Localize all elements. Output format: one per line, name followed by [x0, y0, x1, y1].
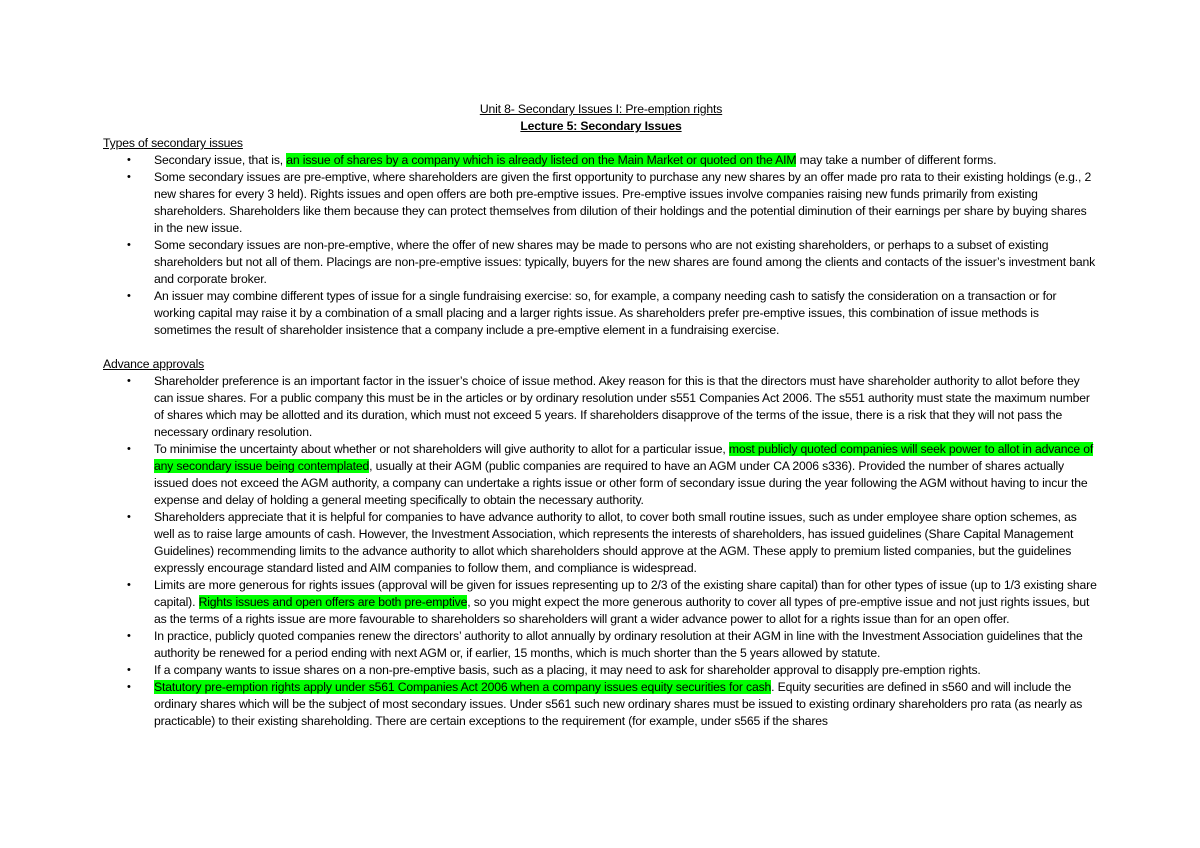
section-heading-types: Types of secondary issues — [103, 136, 243, 150]
list-item — [103, 509, 1099, 577]
highlighted-text: Rights issues and open offers are both pre-emptive — [198, 595, 468, 609]
item-text: An issuer may combine different types of issue for a single fundraising exercise: so, for example, a company needing cash to satisfy the consideration on a transaction or for working capital may raise it by a combination of a small placing and a larger rights issue. As shareholders prefer pre-emptive issues, this combination of issue methods is sometimes the result of shareholder insistence that a company include a pre-emptive element in a fundraising exercise. — [154, 289, 1057, 337]
bullet-icon: • — [127, 154, 131, 166]
bullet-icon: • — [127, 681, 131, 693]
bullet-icon: • — [127, 443, 131, 455]
item-text: Some secondary issues are non-pre-emptive, where the offer of new shares may be made to persons who are not existing shareholders, or perhaps to a subset of existing shareholders but not all of them. Placings are non-pre-emptive issues: typically, buyers for the new shares are found among the clients and contacts of the issuer’s investment bank and corporate broker. — [154, 238, 1096, 286]
section-heading-advance-approvals: Advance approvals — [103, 357, 205, 371]
list-item — [103, 373, 1099, 441]
list-item — [103, 679, 1099, 730]
list-item — [103, 152, 1099, 169]
paragraph-gap — [103, 339, 1099, 356]
lecture-title: Lecture 5: Secondary Issues — [520, 119, 682, 133]
list-item — [103, 288, 1099, 339]
item-text: To minimise the uncertainty about whether or not shareholders will give authority to allot for a particular issue, — [154, 442, 729, 456]
bullet-icon: • — [127, 579, 131, 591]
list-item — [103, 662, 1099, 679]
list-item — [103, 577, 1099, 628]
highlighted-text: most publicly quoted companies will seek power to allot in advance of any secondary issue being contemplated — [154, 442, 1094, 473]
item-text: Some secondary issues are pre-emptive, where shareholders are given the first opportunity to purchase any new shares by an offer made pro rata to their existing holdings (e.g., 2 new shares for every 3 held). Rights issues and open offers are both pre-emptive issues. Pre-emptive issues involve companies raising new funds primarily from existing shareholders. Shareholders like them because they can protect themselves from dilution of their holdings and the potential diminution of their earnings per share by buying shares in the new issue. — [154, 170, 1092, 235]
bullet-icon: • — [127, 511, 131, 523]
item-text: Shareholder preference is an important factor in the issuer’s choice of issue method. Akey reason for this is that the directors must have shareholder authority to allot before they can issue shares. For a public company this must be in the articles or by ordinary resolution under s551 Companies Act 2006. The s551 authority must state the maximum number of shares which may be allotted and its duration, which must not exceed 5 years. If shareholders disapprove of the terms of the issue, there is a risk that they will not pass the necessary ordinary resolution. — [154, 374, 1090, 439]
list-item — [103, 237, 1099, 288]
bullet-list-advance-approvals — [103, 373, 1099, 730]
item-text: Limits are more generous for rights issues (approval will be given for issues representing up to 2/3 of the existing share capital) than for other types of issue (up to 1/3 existing share capital). — [154, 578, 1097, 609]
highlighted-text: an issue of shares by a company which is already listed on the Main Market or quoted on the AIM — [286, 153, 797, 167]
bullet-icon: • — [127, 290, 131, 302]
list-item — [103, 441, 1099, 509]
document-body — [103, 101, 1099, 730]
item-text: , so you might expect the more generous authority to cover all types of pre-emptive issue and not just rights issues, but as the terms of a rights issue are more favourable to shareholders so shareholders will grant a wider advance power to allot for a rights issue than for an open offer. — [154, 595, 1090, 626]
item-text: may take a number of different forms. — [796, 153, 997, 167]
highlighted-text: Statutory pre-emption rights apply under s561 Companies Act 2006 when a company issues equity securities for cash — [154, 680, 772, 694]
item-text: In practice, publicly quoted companies renew the directors’ authority to allot annually by ordinary resolution at their AGM in line with the Investment Association guidelines that the authority be renewed for a period ending with next AGM or, if earlier, 15 months, which is much shorter than the 5 years allowed by statute. — [154, 629, 1083, 660]
bullet-icon: • — [127, 171, 131, 183]
bullet-icon: • — [127, 375, 131, 387]
item-text: Shareholders appreciate that it is helpful for companies to have advance authority to allot, to cover both small routine issues, such as under employee share option schemes, as well as to raise large amounts of cash. However, the Investment Association, which represents the interests of shareholders, has issued guidelines (Share Capital Management Guidelines) recommending limits to the advance authority to allot which shareholders should approve at the AGM. These apply to premium listed companies, but the guidelines expressly encourage standard listed and AIM companies to follow them, and compliance is widespread. — [154, 510, 1077, 575]
item-text: If a company wants to issue shares on a non-pre-emptive basis, such as a placing, it may need to ask for shareholder approval to disapply pre-emption rights. — [154, 663, 981, 677]
bullet-icon: • — [127, 630, 131, 642]
bullet-icon: • — [127, 664, 131, 676]
list-item — [103, 628, 1099, 662]
document-title: Unit 8- Secondary Issues I: Pre-emption rights — [479, 102, 723, 116]
bullet-list-types — [103, 152, 1099, 339]
item-text: Secondary issue, that is, — [154, 153, 287, 167]
list-item — [103, 169, 1099, 237]
bullet-icon: • — [127, 239, 131, 251]
item-text: , usually at their AGM (public companies are required to have an AGM under CA 2006 s336). Provided the number of shares actually issued does not exceed the AGM authority, a company can undertake a rights issue or other form of secondary issue during the year following the AGM without having to incur the expense and delay of holding a general meeting specifically to obtain the necessary authority. — [154, 459, 1088, 507]
item-text: . Equity securities are defined in s560 and will include the ordinary shares which will be the subject of most secondary issues. Under s561 such new ordinary shares must be issued to existing ordinary shareholders pro rata (as nearly as practicable) to their existing shareholding. There are certain exceptions to the requirement (for example, under s565 if the shares — [154, 680, 1083, 728]
